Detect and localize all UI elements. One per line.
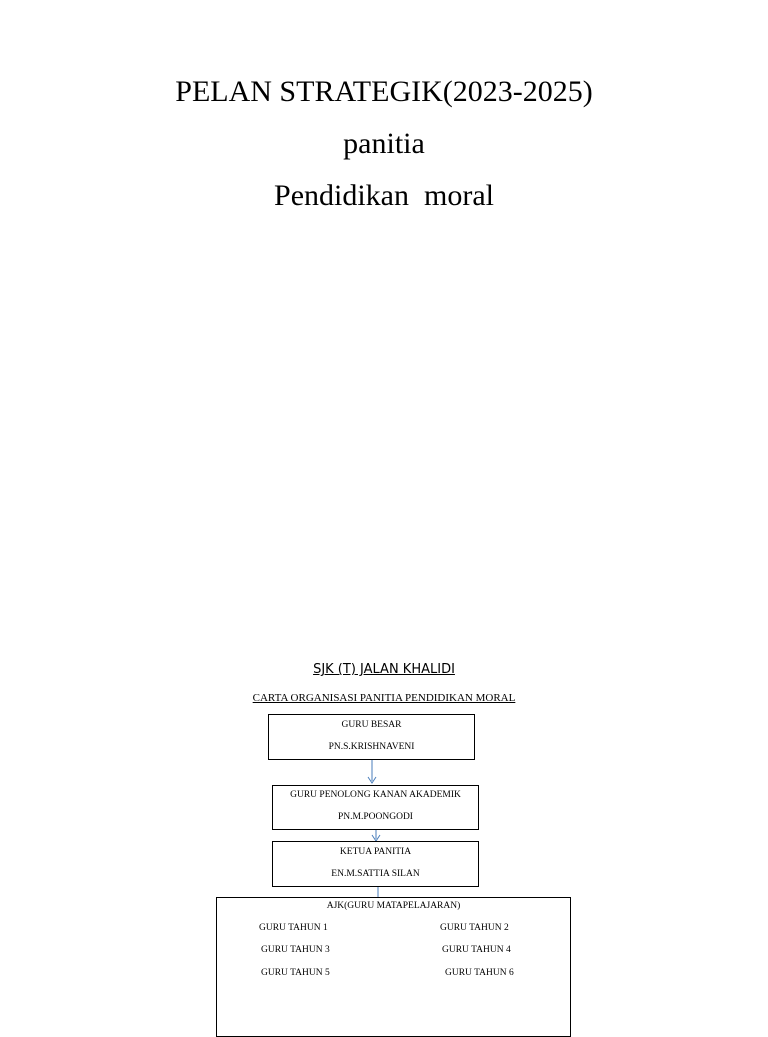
guru-besar-box [268, 714, 475, 760]
org-chart-title: CARTA ORGANISASI PANITIA PENDIDIKAN MORAL [252, 692, 516, 704]
gpk-box [272, 785, 479, 830]
ajk-item-tahun-2: GURU TAHUN 2 [440, 923, 509, 933]
ajk-item-tahun-3: GURU TAHUN 3 [261, 945, 330, 955]
guru-besar-role: GURU BESAR [341, 720, 402, 730]
ajk-item-tahun-4: GURU TAHUN 4 [442, 945, 511, 955]
title-line-2: panitia [343, 127, 425, 160]
ajk-item-tahun-6: GURU TAHUN 6 [445, 968, 514, 978]
guru-besar-name: PN.S.KRISHNAVENI [328, 742, 415, 752]
title-line-1: PELAN STRATEGIK(2023-2025) [175, 75, 593, 108]
ketua-name: EN.M.SATTIA SILAN [331, 869, 420, 879]
ajk-header: AJK(GURU MATAPELAJARAN) [326, 901, 461, 911]
school-name: SJK (T) JALAN KHALIDI [313, 662, 455, 677]
ajk-item-tahun-5: GURU TAHUN 5 [261, 968, 330, 978]
ajk-item-tahun-1: GURU TAHUN 1 [259, 923, 328, 933]
gpk-name: PN.M.POONGODI [338, 812, 413, 822]
title-line-3: Pendidikan moral [274, 179, 494, 212]
ketua-box [272, 841, 479, 887]
ketua-role: KETUA PANITIA [339, 847, 412, 857]
gpk-role: GURU PENOLONG KANAN AKADEMIK [290, 790, 461, 800]
ajk-box [216, 897, 571, 1037]
